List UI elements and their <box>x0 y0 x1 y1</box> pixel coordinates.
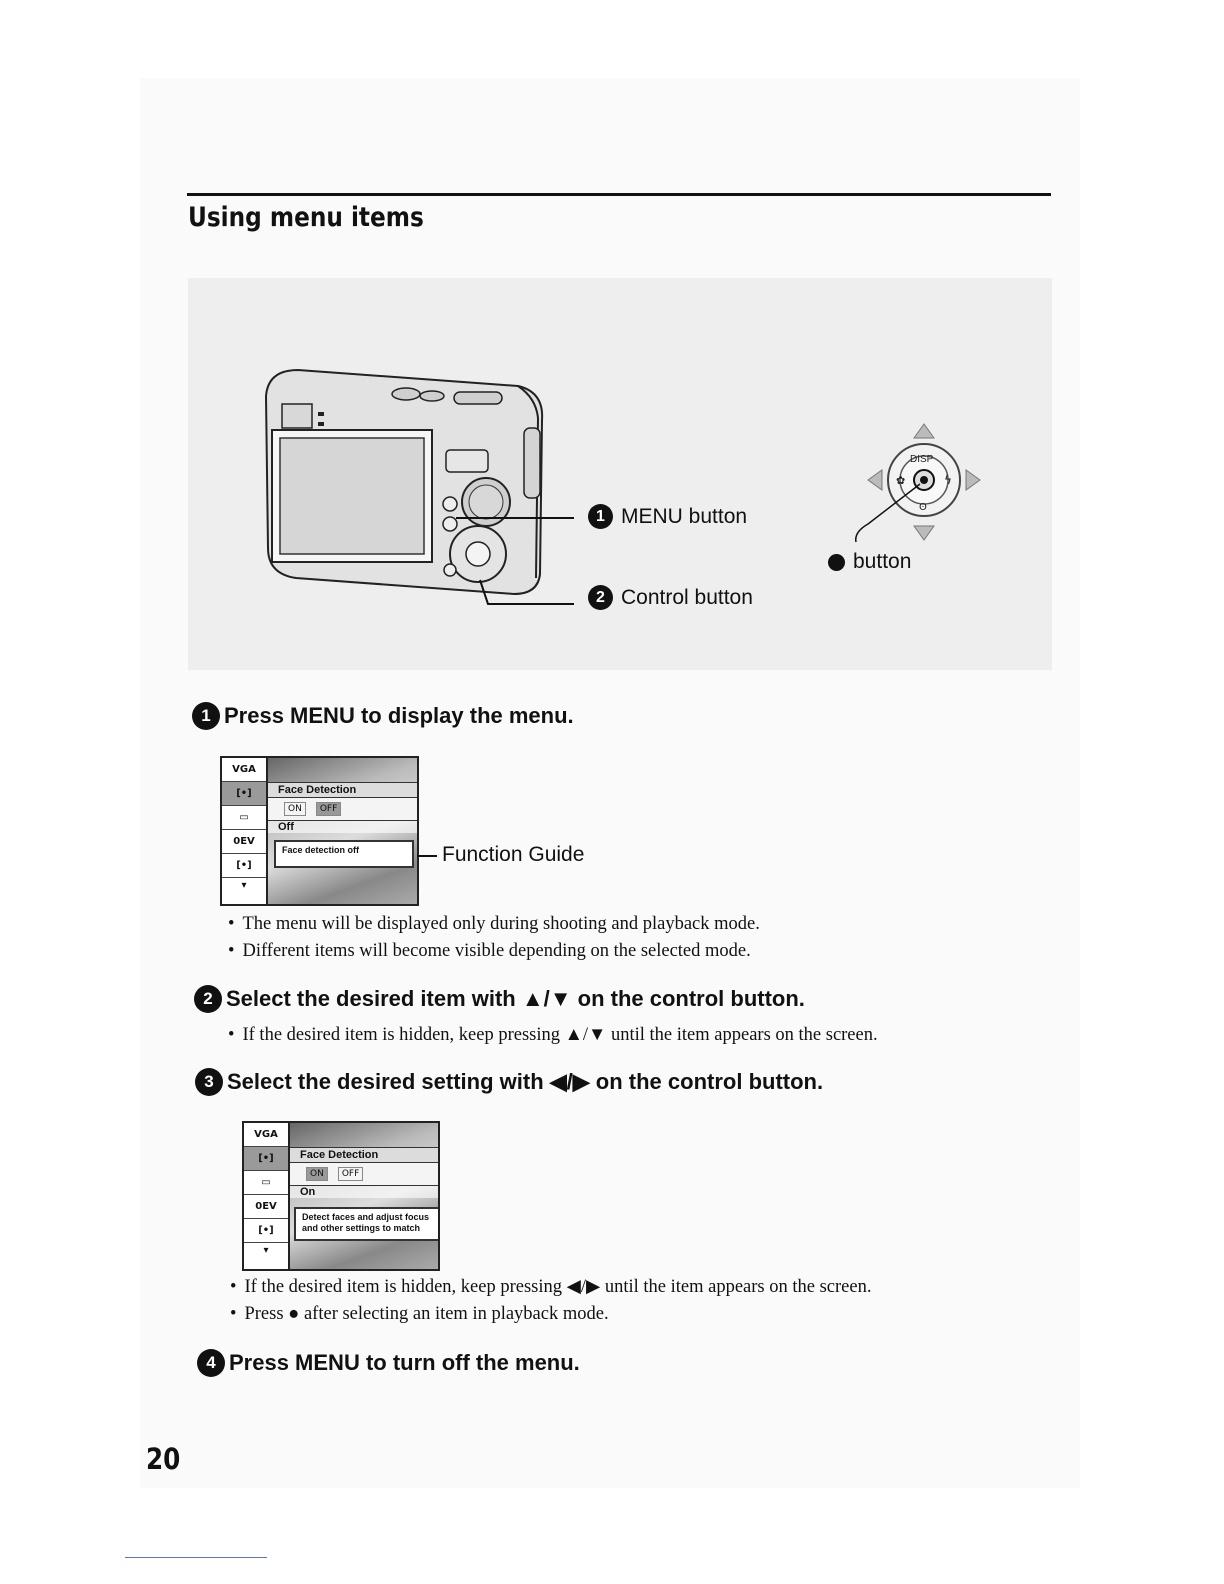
menu-screenshot-off <box>220 756 419 906</box>
function-guide-box: Face detection off <box>274 840 414 868</box>
scroll-down-icon: ▾ <box>241 879 247 891</box>
menu-item-header: Face Detection <box>268 782 417 798</box>
step-3-bullet-2: • Press ● after selecting an item in playback mode. <box>230 1304 609 1325</box>
image-size-icon: VGA <box>244 1123 288 1147</box>
step-3-number: 3 <box>195 1068 223 1096</box>
center-button-label: button <box>853 550 912 573</box>
step-2-text: Select the desired item with ▲/▼ on the control button. <box>226 986 805 1011</box>
red-eye-icon: [•] <box>222 854 266 878</box>
red-eye-icon: [•] <box>244 1219 288 1243</box>
step-4-heading <box>197 1349 580 1377</box>
control-dial-diagram <box>856 424 980 542</box>
face-detection-icon: [•] <box>244 1147 288 1171</box>
function-guide-line-2: and other settings to match <box>302 1223 421 1233</box>
camera-drawing <box>188 278 1052 670</box>
menu-button-label: MENU button <box>621 504 748 528</box>
step-3-text: Select the desired setting with ◀/▶ on the control button. <box>227 1069 824 1094</box>
svg-text:ϟ: ϟ <box>944 473 952 487</box>
face-detection-icon: [•] <box>222 782 266 806</box>
scroll-down-icon: ▾ <box>263 1244 269 1256</box>
exposure-icon: 0EV <box>244 1195 288 1219</box>
option-off: OFF <box>338 1167 363 1181</box>
image-size-icon: VGA <box>222 758 266 782</box>
menu-button-callout <box>588 504 747 529</box>
menu-screenshot-on <box>242 1121 440 1271</box>
step-1-heading <box>192 702 574 730</box>
step-4-number: 4 <box>197 1349 225 1377</box>
step-1-number: 1 <box>192 702 220 730</box>
step-2-badge: 2 <box>588 585 613 610</box>
metering-icon: ▭ <box>244 1171 288 1195</box>
step-2-heading <box>194 985 805 1013</box>
function-guide-line-1: Detect faces and adjust focus <box>302 1212 430 1222</box>
metering-icon: ▭ <box>222 806 266 830</box>
function-guide-box <box>294 1207 440 1241</box>
step-3-heading <box>195 1068 823 1096</box>
control-button-callout <box>588 585 753 610</box>
menu-icon-column <box>222 758 268 904</box>
step-1-bullet-1: • The menu will be displayed only during shooting and playback mode. <box>228 914 760 935</box>
menu-options-row <box>268 798 417 821</box>
svg-text:✿: ✿ <box>896 474 906 487</box>
menu-item-header: Face Detection <box>290 1147 438 1163</box>
step-2-bullet-1: • If the desired item is hidden, keep pressing ▲/▼ until the item appears on the screen. <box>228 1025 878 1046</box>
option-off: OFF <box>316 802 341 816</box>
center-button-dot-icon <box>828 554 845 571</box>
footer-line <box>125 1557 267 1558</box>
option-on: ON <box>284 802 306 816</box>
option-on: ON <box>306 1167 328 1181</box>
section-title: Using menu items <box>188 202 424 233</box>
step-4-text: Press MENU to turn off the menu. <box>229 1350 580 1375</box>
step-1-text: Press MENU to display the menu. <box>224 703 574 728</box>
camera-illustration <box>188 278 1052 670</box>
menu-current-value: On <box>290 1186 438 1198</box>
svg-text:ʘ: ʘ <box>919 502 927 513</box>
menu-current-value: Off <box>268 821 417 833</box>
center-button-callout <box>828 550 911 574</box>
step-1-badge: 1 <box>588 504 613 529</box>
menu-icon-column <box>244 1123 290 1269</box>
step-1-bullet-2: • Different items will become visible depending on the selected mode. <box>228 941 751 962</box>
page-number: 20 <box>146 1442 181 1476</box>
menu-options-row <box>290 1163 438 1186</box>
step-3-bullet-1: • If the desired item is hidden, keep pressing ◀/▶ until the item appears on the screen. <box>230 1276 871 1298</box>
section-rule <box>187 193 1051 196</box>
control-button-label: Control button <box>621 585 753 609</box>
function-guide-leader <box>417 855 437 857</box>
function-guide-label: Function Guide <box>442 843 585 866</box>
step-2-number: 2 <box>194 985 222 1013</box>
disp-label: DISP <box>910 454 934 465</box>
exposure-icon: 0EV <box>222 830 266 854</box>
